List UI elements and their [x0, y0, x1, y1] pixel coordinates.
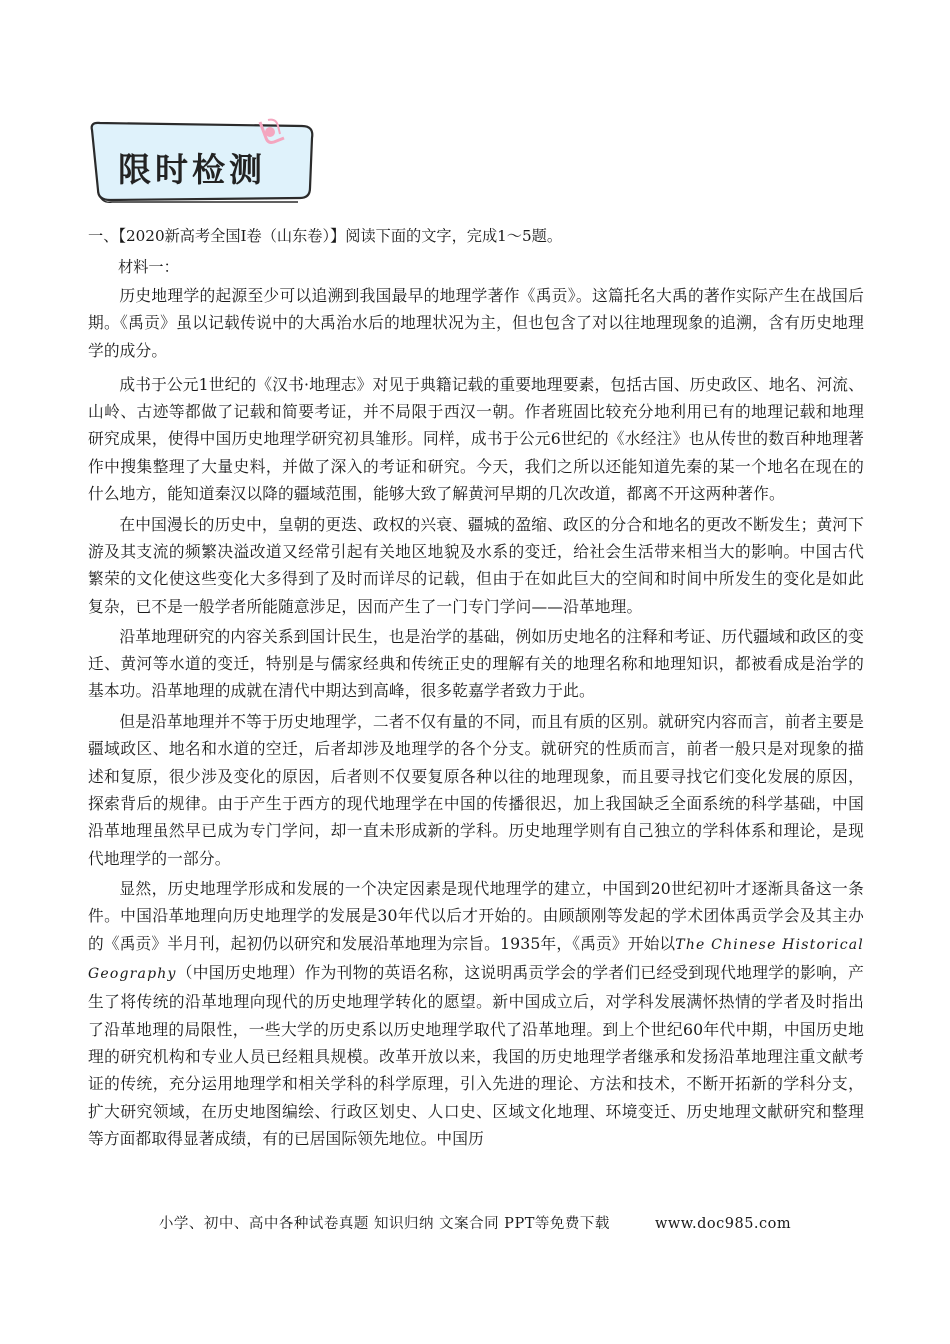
paragraph: 成书于公元1世纪的《汉书·地理志》对见于典籍记载的重要地理要素，包括古国、历史政区、地名、河流、山岭、古迹等都做了记载和简要考证，并不局限于西汉一朝。作者班固比较充分地利用已有的地理记载和地理研究成果，使得中国历史地理学研究初具雏形。同样，成书于公元6世纪的《水经注》也从传世的数百种地理著作中搜集整理了大量史料，并做了深入的考证和研究。今天，我们之所以还能知道先秦的某一个地名在现在的什么地方，能知道秦汉以降的疆域范围，能够大致了解黄河早期的几次改道，都离不开这两种著作。: [88, 374, 864, 504]
section-banner: [88, 118, 320, 204]
paragraph: 但是沿革地理并不等于历史地理学，二者不仅有量的不同，而且有质的区别。就研究内容而言，前者主要是疆域政区、地名和水道的空迁，后者却涉及地理学的各个分支。就研究的性质而言，前者一般只是对现象的描述和复原，很少涉及变化的原因，后者则不仅要复原各种以往的地理现象，而且要寻找它们变化发展的原因，探索背后的规律。由于产生于西方的现代地理学在中国的传播很迟，加上我国缺乏全面系统的科学基础，中国沿革地理虽然早已成为专门学问，却一直未形成新的学科。历史地理学则有自己独立的学科体系和理论，是现代地理学的一部分。: [88, 712, 864, 868]
paragraph: 历史地理学的起源至少可以追溯到我国最早的地理学著作《禹贡》。这篇托名大禹的著作实际产生在战国后期。《禹贡》虽以记载传说中的大禹治水后的地理状况为主，但也包含了对以往地理现象的追溯，含有历史地理学的成分。: [88, 286, 864, 360]
footer-url[interactable]: www.doc985.com: [654, 1216, 792, 1232]
footer: [0, 1212, 950, 1233]
footer-text: 小学、初中、高中各种试卷真题 知识归纳 文案合同 PPT等免费下载: [158, 1216, 610, 1232]
paragraph-text: 显然，历史地理学形成和发展的一个决定因素是现代地理学的建立，中国到20世纪初叶才逐渐具备这一条件。中国沿革地理向历史地理学的发展是30年代以后才开始的。由顾颉刚等发起的学术团体禹贡学会及其主办的《禹贡》半月刊，起初仍以研究和发展沿革地理为宗旨。1935年，《禹贡》开始以: [88, 879, 864, 953]
paragraph: 沿革地理研究的内容关系到国计民生，也是治学的基础，例如历史地名的注释和考证、历代疆域和政区的变迁、黄河等水道的变迁，特别是与儒家经典和传统正史的理解有关的地理名称和地理知识，都被看成是治学的基本功。沿革地理的成就在清代中期达到高峰，很多乾嘉学者致力于此。: [88, 626, 864, 701]
question-header: 一、【2020新高考全国Ⅰ卷（山东卷）】阅读下面的文字，完成1～5题。: [88, 227, 563, 245]
section-title: 限时检测: [118, 150, 266, 189]
english-journal-name: The Chinese Historical Geography: [88, 936, 864, 983]
paragraph: 在中国漫长的历史中，皇朝的更迭、政权的兴衰、疆城的盈缩、政区的分合和地名的更改不断发生；黄河下游及其支流的频繁决溢改道又经常引起有关地区地貌及水系的变迁，给社会生活带来相当大的影响。中国古代繁荣的文化使这些变化大多得到了及时而详尽的记载，但由于在如此巨大的空间和时间中所发生的变化是如此复杂，已不是一般学者所能随意涉足，因而产生了一门专门学问——沿革地理。: [88, 514, 864, 616]
paragraph-text: （中国历史地理）作为刊物的英语名称，这说明禹贡学会的学者们已经受到现代地理学的影响，产生了将传统的沿革地理向现代的历史地理学转化的愿望。新中国成立后，对学科发展满怀热情的学者及时指出了沿革地理的局限性，一些大学的历史系以历史地理学取代了沿革地理。到上个世纪60年代中期，中国历史地理的研究机构和专业人员已经粗具规模。改革开放以来，我国的历史地理学者继承和发扬沿革地理注重文献考证的传统，充分运用地理学和相关学科的科学原理，引入先进的理论、方法和技术，不断开拓新的学科分支，扩大研究领域，在历史地图编绘、行政区划史、人口史、区域文化地理、环境变迁、历史地理文献研究和整理等方面都取得显著成绩，有的已居国际领先地位。中国历: [88, 963, 864, 1148]
paragraph-last: [88, 875, 864, 1152]
article-body: [88, 282, 864, 1155]
material-label: 材料一：: [118, 258, 179, 276]
